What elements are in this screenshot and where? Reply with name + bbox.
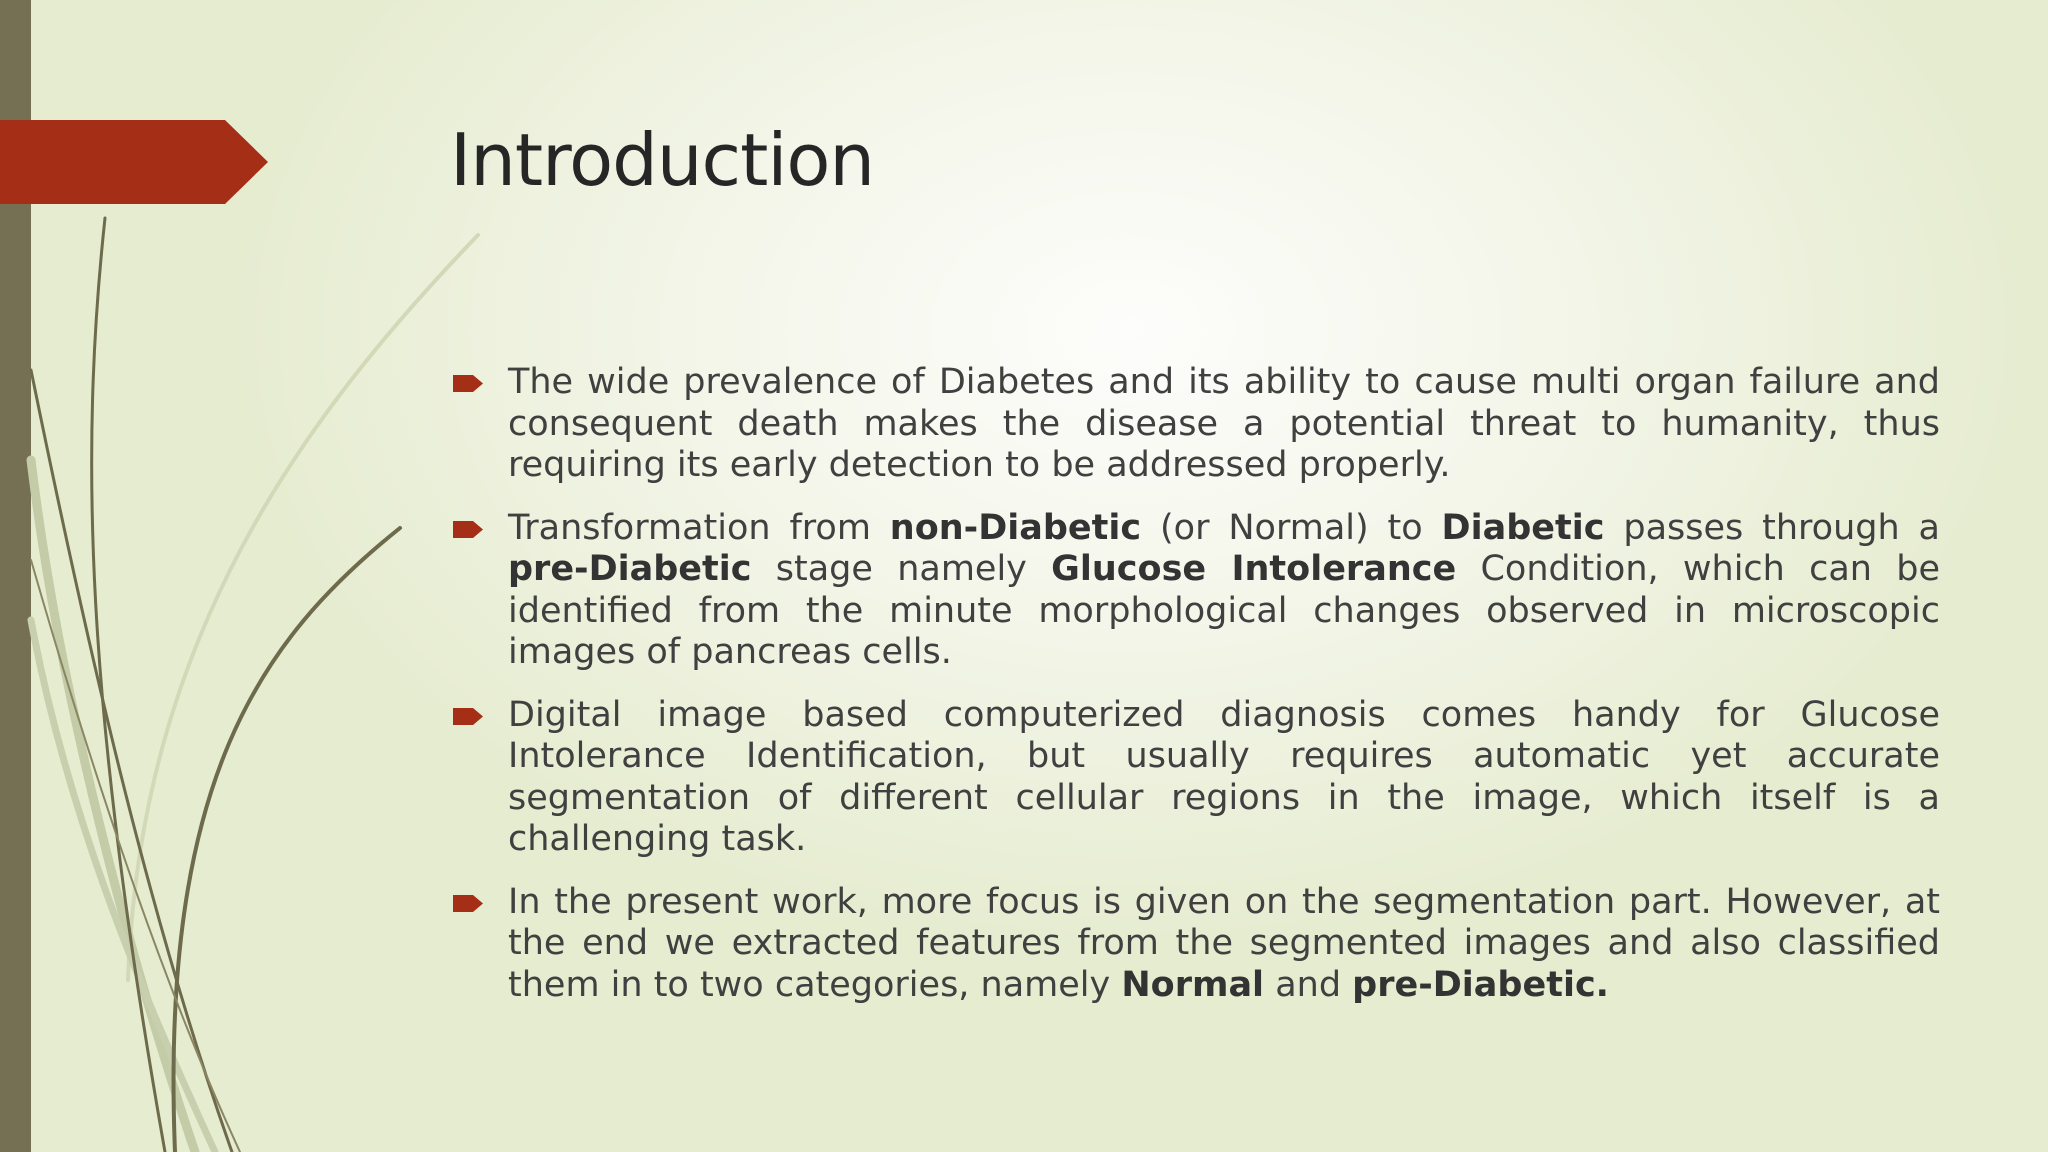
bullet-text (508, 695, 1940, 860)
bullet-text (508, 362, 1940, 485)
text-run: stage namely (751, 549, 1052, 589)
text-run: In the present work, more focus is given on the segmentation part. However, at the end we extracted features from the segmented images and also classified them in to two categories, namely (508, 881, 1940, 1005)
bold-text-run: Normal (1121, 964, 1265, 1005)
arrow-right-icon (453, 708, 483, 725)
bullet-text (508, 882, 1940, 1005)
bold-text-run: pre-Diabetic. (1352, 964, 1609, 1005)
bullet-item (450, 362, 1940, 487)
bullet-item (450, 882, 1940, 1007)
bullet-text (508, 508, 1940, 673)
bullet-list (450, 362, 1940, 1027)
bold-text-run: non-Diabetic (889, 507, 1142, 548)
arrow-right-icon (453, 521, 483, 538)
arrow-right-icon (453, 895, 483, 912)
bold-text-run: Diabetic (1441, 507, 1605, 548)
bullet-item (450, 508, 1940, 674)
text-run: and (1264, 964, 1353, 1005)
text-run: (or Normal) to (1141, 507, 1442, 548)
bold-text-run: pre-Diabetic (508, 549, 752, 589)
bullet-item (450, 695, 1940, 861)
bold-text-run: Glucose Intolerance (1051, 549, 1457, 589)
text-run: Condition, which can be identified from the minute morphological changes observed in microscopic images of pancreas cells. (508, 549, 1940, 672)
slide-title: Introduction (450, 118, 875, 202)
text-run: Digital image based computerized diagnosis comes handy for Glucose Intolerance Identification, but usually requires automatic yet accurate segmentation of different cellular regions in the image, which itself is a challenging task. (508, 694, 1940, 859)
text-run: The wide prevalence of Diabetes and its ability to cause multi organ failure and consequent death makes the disease a potential threat to humanity, thus requiring its early detection to be addressed properly. (508, 362, 1940, 485)
arrow-right-icon (453, 375, 483, 392)
text-run: Transformation from (508, 507, 890, 548)
text-run: passes through a (1604, 507, 1940, 548)
